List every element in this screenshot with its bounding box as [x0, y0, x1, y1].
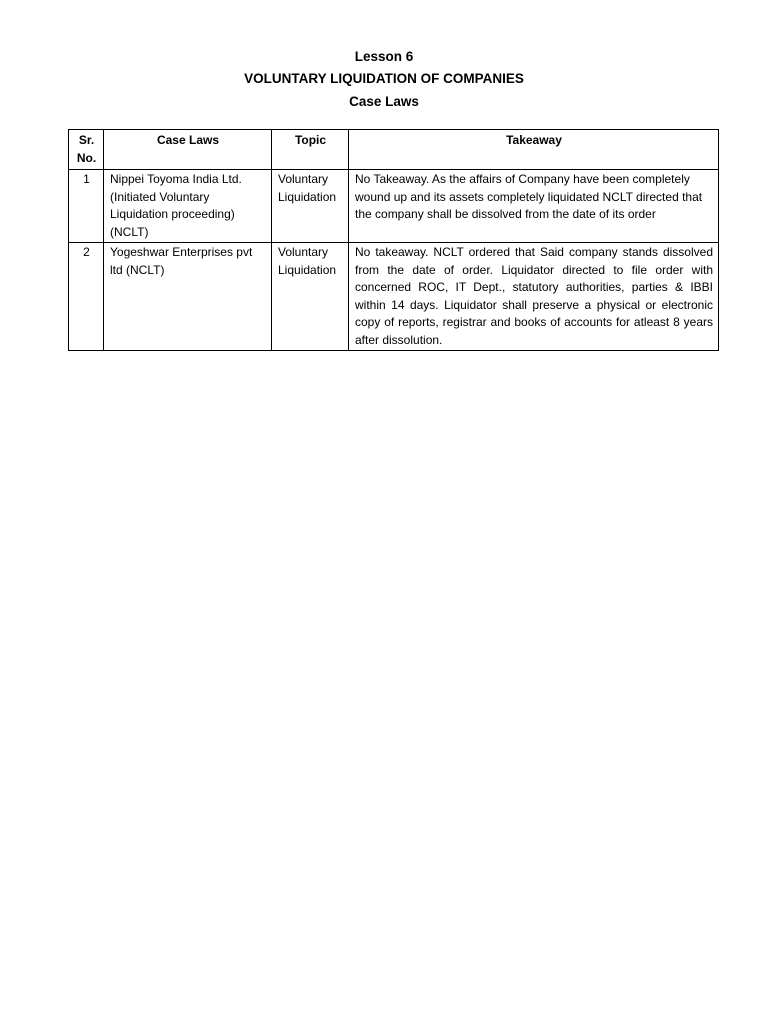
document-title: VOLUNTARY LIQUIDATION OF COMPANIES — [244, 71, 524, 86]
cell-takeaway: No Takeaway. As the affairs of Company have been completely wound up and its assets completely liquidated NCLT directed that the company shall be dissolved from the date of its order — [349, 170, 719, 243]
cell-takeaway: No takeaway. NCLT ordered that Said company stands dissolved from the date of order. Liquidator directed to file order with concerned ROC, IT Dept., statutory authorities, parties & IBBI within 14 days. Liquidator shall preserve a physical or electronic copy of reports, registrar and books of accounts for atleast 8 years after dissolution. — [349, 243, 719, 351]
column-header-case-laws: Case Laws — [104, 130, 272, 170]
cell-sr-no: 1 — [69, 170, 104, 243]
cell-topic: Voluntary Liquidation — [272, 243, 349, 351]
column-header-topic: Topic — [272, 130, 349, 170]
table-row — [69, 170, 719, 243]
cell-sr-no: 2 — [69, 243, 104, 351]
table-header-row — [69, 130, 719, 170]
column-header-takeaway: Takeaway — [349, 130, 719, 170]
lesson-heading: Lesson 6 — [354, 49, 414, 64]
cell-case-law: Nippei Toyoma India Ltd. (Initiated Voluntary Liquidation proceeding) (NCLT) — [104, 170, 272, 243]
table-row — [69, 243, 719, 351]
cell-case-law: Yogeshwar Enterprises pvt ltd (NCLT) — [104, 243, 272, 351]
document-subtitle: Case Laws — [349, 94, 419, 109]
column-header-sr-no: Sr. No. — [69, 130, 104, 170]
case-laws-table — [68, 129, 719, 351]
cell-topic: Voluntary Liquidation — [272, 170, 349, 243]
